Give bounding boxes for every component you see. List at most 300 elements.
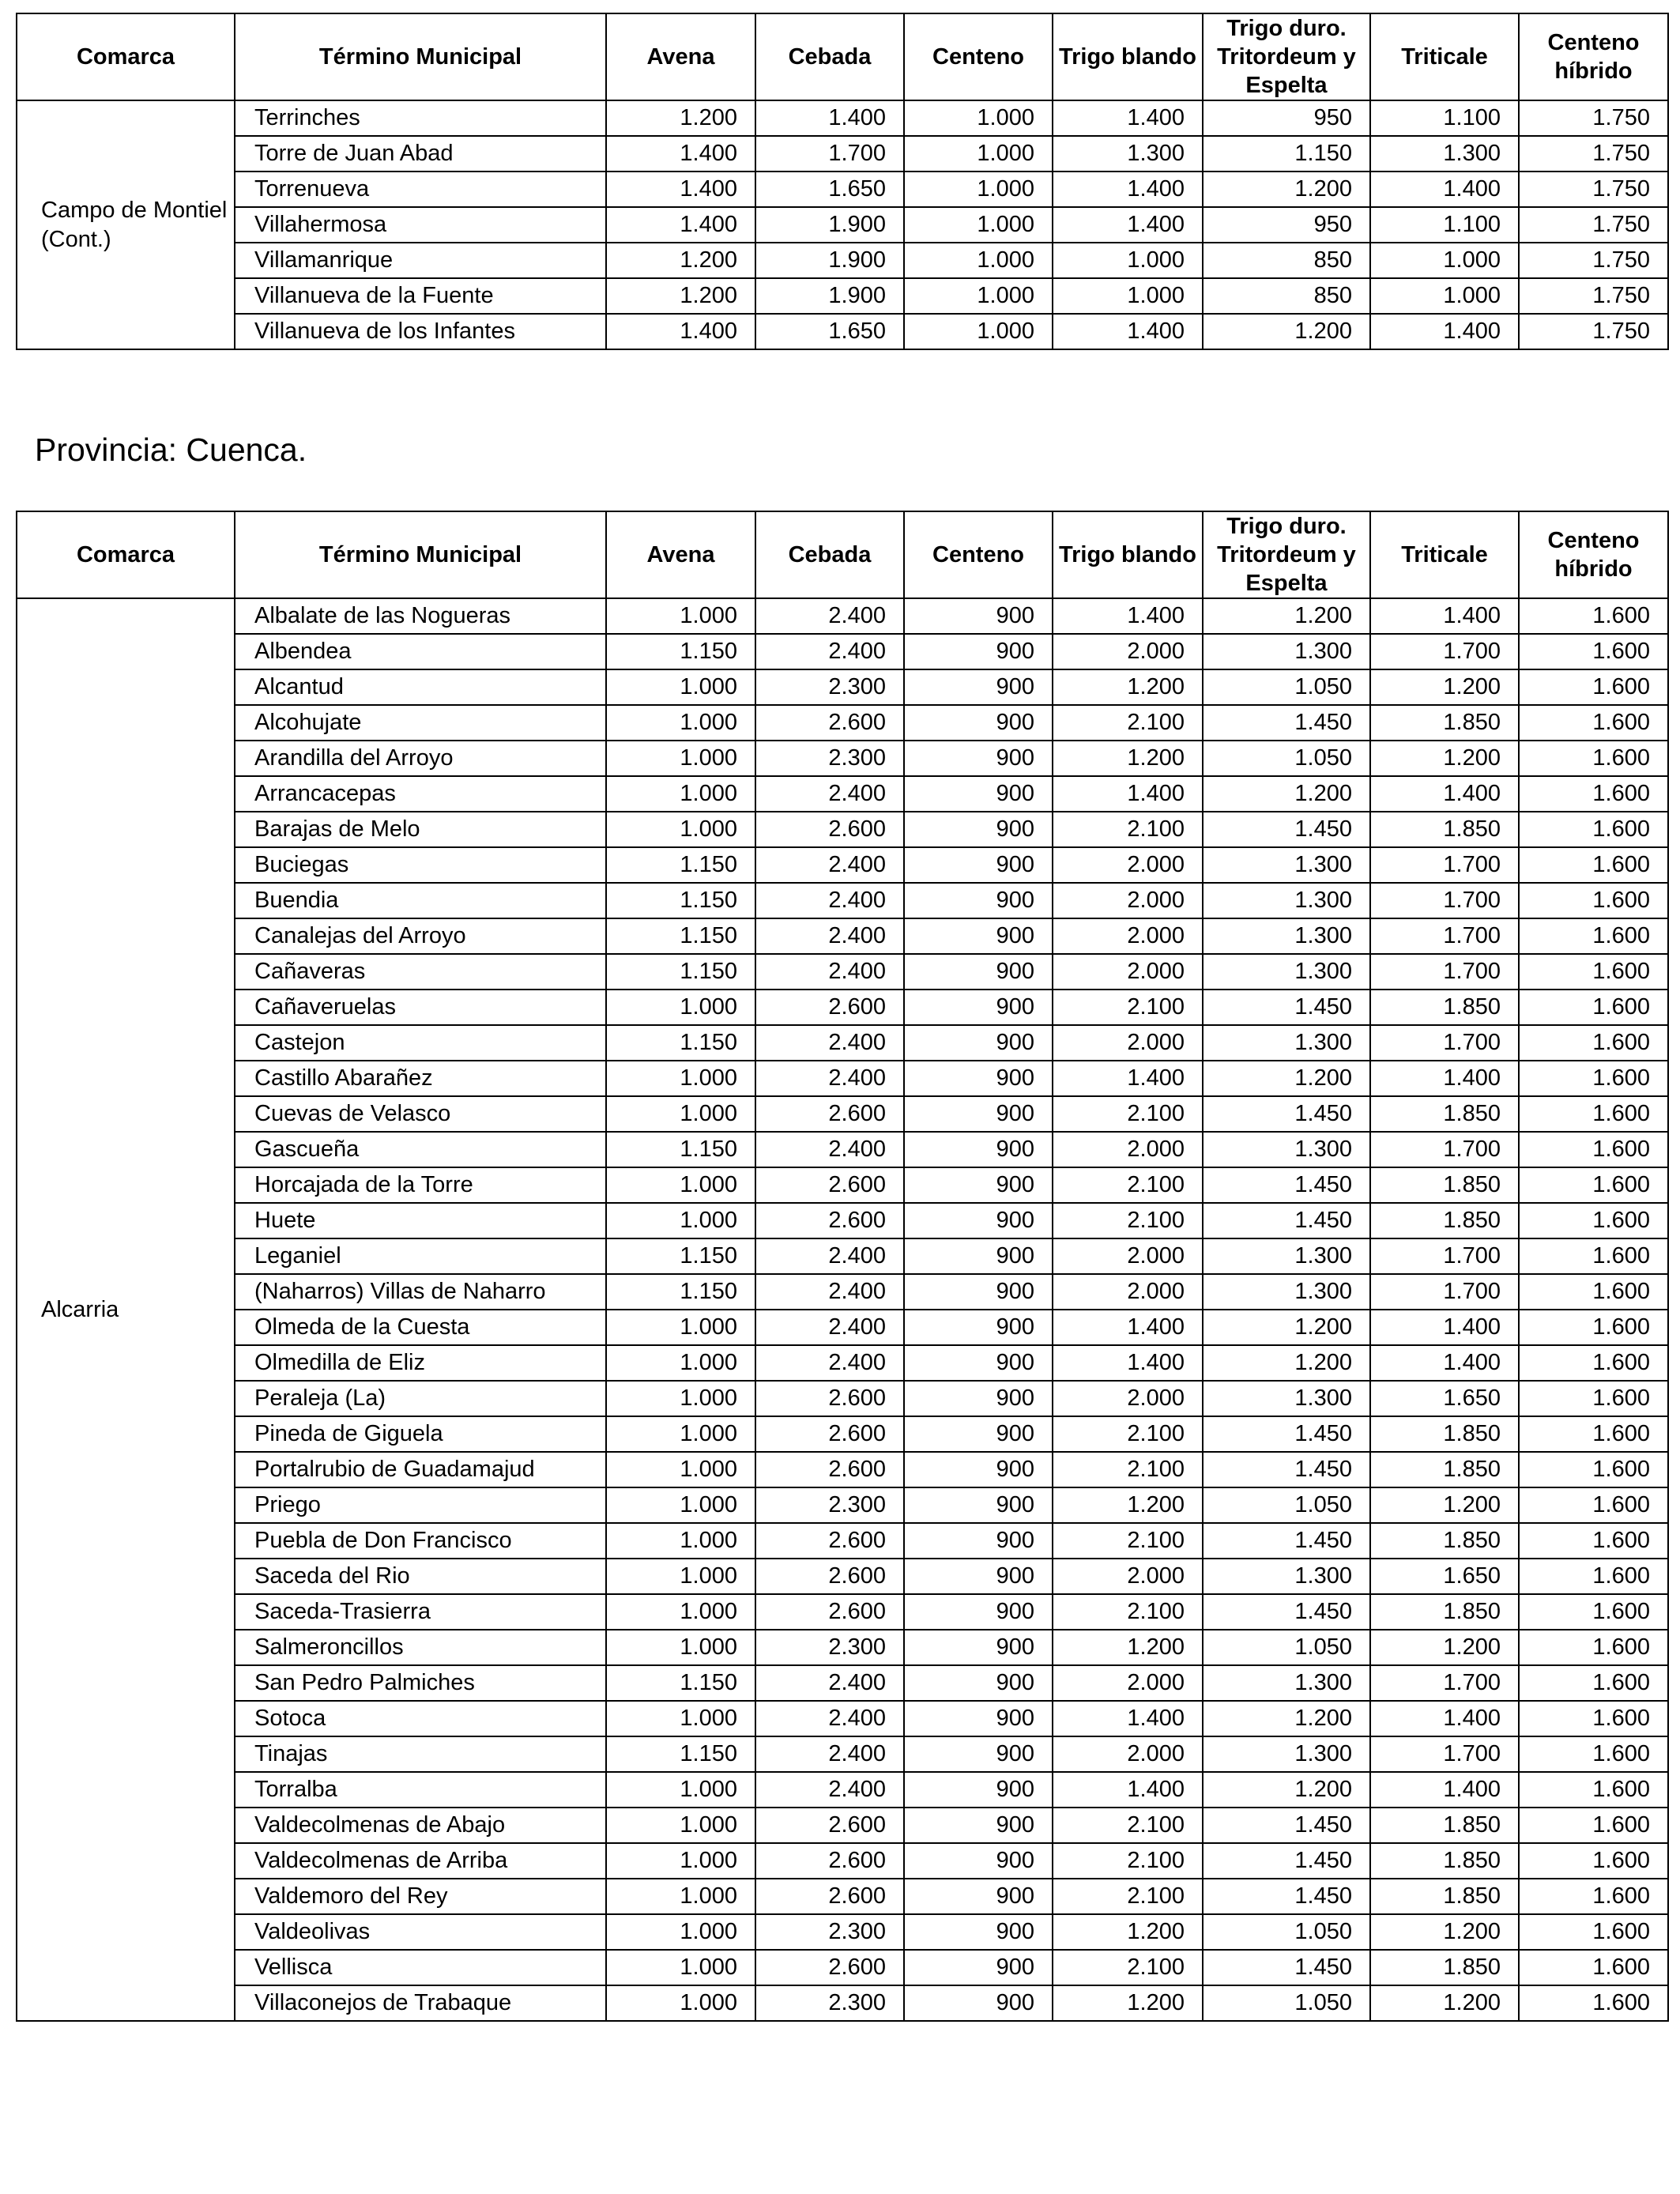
value-cell: 2.300	[755, 1914, 904, 1950]
table-row	[17, 1061, 1668, 1096]
value-cell: 850	[1203, 278, 1370, 314]
value-cell: 2.600	[755, 1203, 904, 1238]
municipality-cell: Cañaveruelas	[235, 990, 606, 1025]
value-cell: 1.600	[1519, 1416, 1668, 1452]
value-cell: 1.150	[606, 1025, 755, 1061]
value-cell: 1.400	[1053, 100, 1203, 136]
municipality-cell: Salmeroncillos	[235, 1630, 606, 1665]
value-cell: 900	[904, 1914, 1053, 1950]
value-cell: 1.000	[606, 1879, 755, 1914]
value-cell: 1.700	[1370, 1025, 1519, 1061]
value-cell: 1.300	[1203, 1559, 1370, 1594]
value-cell: 1.050	[1203, 741, 1370, 776]
value-cell: 1.100	[1370, 207, 1519, 243]
table-row	[17, 954, 1668, 990]
value-cell: 900	[904, 1736, 1053, 1772]
value-cell: 1.050	[1203, 1630, 1370, 1665]
value-cell: 1.100	[1370, 100, 1519, 136]
value-cell: 1.300	[1203, 1736, 1370, 1772]
value-cell: 1.700	[1370, 847, 1519, 883]
value-cell: 2.100	[1053, 1950, 1203, 1985]
value-cell: 1.750	[1519, 243, 1668, 278]
value-cell: 1.600	[1519, 1096, 1668, 1132]
municipality-cell: Villaconejos de Trabaque	[235, 1985, 606, 2021]
value-cell: 1.900	[755, 207, 904, 243]
value-cell: 900	[904, 1630, 1053, 1665]
value-cell: 1.000	[904, 100, 1053, 136]
table-row	[17, 741, 1668, 776]
value-cell: 1.450	[1203, 1096, 1370, 1132]
value-cell: 2.000	[1053, 634, 1203, 669]
value-cell: 1.450	[1203, 990, 1370, 1025]
value-cell: 1.850	[1370, 1096, 1519, 1132]
value-cell: 1.450	[1203, 1167, 1370, 1203]
value-cell: 1.000	[606, 1310, 755, 1345]
value-cell: 1.700	[1370, 1665, 1519, 1701]
value-cell: 1.600	[1519, 598, 1668, 634]
table-row	[17, 243, 1668, 278]
value-cell: 1.200	[1053, 1914, 1203, 1950]
value-cell: 2.400	[755, 776, 904, 812]
value-cell: 1.400	[1053, 1061, 1203, 1096]
value-cell: 1.450	[1203, 1594, 1370, 1630]
value-cell: 2.300	[755, 1985, 904, 2021]
value-cell: 900	[904, 812, 1053, 847]
value-cell: 1.000	[1370, 243, 1519, 278]
value-cell: 1.400	[1053, 1310, 1203, 1345]
value-cell: 1.200	[1203, 598, 1370, 634]
value-cell: 900	[904, 1772, 1053, 1808]
value-cell: 1.450	[1203, 1452, 1370, 1487]
value-cell: 2.400	[755, 634, 904, 669]
value-cell: 1.300	[1203, 1665, 1370, 1701]
value-cell: 900	[904, 847, 1053, 883]
value-cell: 2.600	[755, 1843, 904, 1879]
value-cell: 2.000	[1053, 1238, 1203, 1274]
value-cell: 1.450	[1203, 812, 1370, 847]
value-cell: 2.100	[1053, 1203, 1203, 1238]
value-cell: 2.000	[1053, 847, 1203, 883]
table-body	[17, 100, 1668, 349]
municipality-cell: Peraleja (La)	[235, 1381, 606, 1416]
column-header: Triticale	[1370, 13, 1519, 100]
municipality-cell: Portalrubio de Guadamajud	[235, 1452, 606, 1487]
value-cell: 1.000	[904, 172, 1053, 207]
table-row	[17, 883, 1668, 918]
table-row	[17, 1381, 1668, 1416]
value-cell: 2.600	[755, 1559, 904, 1594]
value-cell: 1.150	[606, 1274, 755, 1310]
value-cell: 1.150	[606, 634, 755, 669]
municipality-cell: Priego	[235, 1487, 606, 1523]
value-cell: 1.000	[1053, 243, 1203, 278]
value-cell: 1.600	[1519, 1345, 1668, 1381]
value-cell: 1.600	[1519, 1985, 1668, 2021]
value-cell: 900	[904, 741, 1053, 776]
table-row	[17, 172, 1668, 207]
value-cell: 1.000	[1053, 278, 1203, 314]
value-cell: 900	[904, 1665, 1053, 1701]
value-cell: 2.000	[1053, 954, 1203, 990]
value-cell: 900	[904, 598, 1053, 634]
value-cell: 1.600	[1519, 705, 1668, 741]
value-cell: 1.850	[1370, 1203, 1519, 1238]
value-cell: 1.000	[904, 278, 1053, 314]
table-row	[17, 1452, 1668, 1487]
value-cell: 1.400	[1053, 598, 1203, 634]
value-cell: 1.600	[1519, 1061, 1668, 1096]
value-cell: 1.700	[755, 136, 904, 172]
municipality-cell: Barajas de Melo	[235, 812, 606, 847]
value-cell: 1.300	[1053, 136, 1203, 172]
value-cell: 2.600	[755, 1096, 904, 1132]
value-cell: 2.400	[755, 1665, 904, 1701]
table-row	[17, 1701, 1668, 1736]
table-row	[17, 776, 1668, 812]
table-row	[17, 1167, 1668, 1203]
municipality-cell: Vellisca	[235, 1950, 606, 1985]
value-cell: 2.100	[1053, 1843, 1203, 1879]
value-cell: 1.150	[1203, 136, 1370, 172]
value-cell: 1.600	[1519, 1310, 1668, 1345]
value-cell: 1.600	[1519, 634, 1668, 669]
value-cell: 1.000	[606, 1808, 755, 1843]
value-cell: 2.100	[1053, 812, 1203, 847]
value-cell: 900	[904, 1985, 1053, 2021]
value-cell: 2.600	[755, 705, 904, 741]
value-cell: 1.000	[606, 1950, 755, 1985]
value-cell: 1.400	[606, 207, 755, 243]
value-cell: 1.000	[1370, 278, 1519, 314]
value-cell: 2.000	[1053, 1274, 1203, 1310]
value-cell: 900	[904, 1167, 1053, 1203]
table-row	[17, 990, 1668, 1025]
value-cell: 1.600	[1519, 1594, 1668, 1630]
table-row	[17, 1665, 1668, 1701]
table-row	[17, 1096, 1668, 1132]
value-cell: 1.000	[606, 1061, 755, 1096]
value-cell: 2.000	[1053, 1559, 1203, 1594]
value-cell: 1.400	[1053, 172, 1203, 207]
value-cell: 1.600	[1519, 669, 1668, 705]
value-cell: 1.000	[606, 1914, 755, 1950]
value-cell: 1.200	[1203, 776, 1370, 812]
value-cell: 1.000	[904, 314, 1053, 349]
value-cell: 1.050	[1203, 1985, 1370, 2021]
value-cell: 2.400	[755, 598, 904, 634]
value-cell: 1.000	[606, 1345, 755, 1381]
value-cell: 2.600	[755, 1381, 904, 1416]
value-cell: 1.000	[606, 990, 755, 1025]
table-row	[17, 847, 1668, 883]
value-cell: 1.150	[606, 1238, 755, 1274]
value-cell: 1.300	[1203, 883, 1370, 918]
municipality-cell: Cañaveras	[235, 954, 606, 990]
value-cell: 1.750	[1519, 136, 1668, 172]
value-cell: 900	[904, 1274, 1053, 1310]
value-cell: 1.400	[1370, 598, 1519, 634]
value-cell: 1.650	[1370, 1559, 1519, 1594]
table-row	[17, 1950, 1668, 1985]
value-cell: 1.000	[606, 1487, 755, 1523]
value-cell: 900	[904, 918, 1053, 954]
municipality-cell: Castillo Abarañez	[235, 1061, 606, 1096]
municipality-cell: Villahermosa	[235, 207, 606, 243]
table-row	[17, 634, 1668, 669]
value-cell: 1.850	[1370, 705, 1519, 741]
value-cell: 1.400	[1053, 1345, 1203, 1381]
value-cell: 1.000	[606, 1701, 755, 1736]
value-cell: 1.000	[606, 1523, 755, 1559]
value-cell: 2.000	[1053, 918, 1203, 954]
municipality-cell: Villanueva de los Infantes	[235, 314, 606, 349]
value-cell: 1.850	[1370, 1879, 1519, 1914]
value-cell: 2.600	[755, 1879, 904, 1914]
value-cell: 1.200	[1370, 1630, 1519, 1665]
value-cell: 1.300	[1203, 1274, 1370, 1310]
municipality-cell: Olmeda de la Cuesta	[235, 1310, 606, 1345]
value-cell: 2.400	[755, 1310, 904, 1345]
value-cell: 1.700	[1370, 1238, 1519, 1274]
value-cell: 2.400	[755, 1274, 904, 1310]
value-cell: 1.600	[1519, 1132, 1668, 1167]
value-cell: 1.200	[1203, 1061, 1370, 1096]
value-cell: 2.400	[755, 847, 904, 883]
column-header: Término Municipal	[235, 511, 606, 598]
value-cell: 900	[904, 1594, 1053, 1630]
municipality-cell: Canalejas del Arroyo	[235, 918, 606, 954]
value-cell: 2.100	[1053, 1879, 1203, 1914]
value-cell: 1.200	[1370, 741, 1519, 776]
value-cell: 950	[1203, 100, 1370, 136]
value-cell: 1.600	[1519, 776, 1668, 812]
table-row	[17, 136, 1668, 172]
value-cell: 1.400	[606, 136, 755, 172]
value-cell: 1.300	[1203, 1238, 1370, 1274]
value-cell: 1.450	[1203, 1416, 1370, 1452]
column-header: Cebada	[755, 511, 904, 598]
value-cell: 2.100	[1053, 1096, 1203, 1132]
value-cell: 1.400	[1370, 314, 1519, 349]
value-cell: 2.100	[1053, 705, 1203, 741]
value-cell: 1.600	[1519, 1487, 1668, 1523]
value-cell: 900	[904, 1879, 1053, 1914]
value-cell: 900	[904, 705, 1053, 741]
value-cell: 1.300	[1203, 1132, 1370, 1167]
value-cell: 1.850	[1370, 990, 1519, 1025]
value-cell: 1.000	[606, 1630, 755, 1665]
value-cell: 1.400	[1370, 1061, 1519, 1096]
value-cell: 1.000	[606, 741, 755, 776]
value-cell: 2.400	[755, 1238, 904, 1274]
value-cell: 2.400	[755, 918, 904, 954]
value-cell: 1.750	[1519, 100, 1668, 136]
value-cell: 1.450	[1203, 1843, 1370, 1879]
value-cell: 900	[904, 776, 1053, 812]
yield-table-campo-de-montiel	[16, 13, 1669, 350]
value-cell: 1.600	[1519, 918, 1668, 954]
municipality-cell: (Naharros) Villas de Naharro	[235, 1274, 606, 1310]
value-cell: 1.400	[1370, 1772, 1519, 1808]
value-cell: 1.000	[606, 1096, 755, 1132]
value-cell: 900	[904, 954, 1053, 990]
value-cell: 1.300	[1203, 918, 1370, 954]
value-cell: 1.200	[1203, 314, 1370, 349]
value-cell: 1.600	[1519, 847, 1668, 883]
value-cell: 1.200	[1053, 669, 1203, 705]
municipality-cell: Torrenueva	[235, 172, 606, 207]
value-cell: 1.850	[1370, 1416, 1519, 1452]
value-cell: 900	[904, 1487, 1053, 1523]
value-cell: 1.600	[1519, 1808, 1668, 1843]
municipality-cell: Albendea	[235, 634, 606, 669]
value-cell: 900	[904, 1701, 1053, 1736]
municipality-cell: Valdecolmenas de Arriba	[235, 1843, 606, 1879]
value-cell: 900	[904, 1950, 1053, 1985]
column-header: Avena	[606, 511, 755, 598]
value-cell: 2.600	[755, 1167, 904, 1203]
value-cell: 1.300	[1203, 954, 1370, 990]
value-cell: 1.400	[1370, 776, 1519, 812]
value-cell: 1.150	[606, 1665, 755, 1701]
value-cell: 1.000	[606, 1452, 755, 1487]
municipality-cell: Villamanrique	[235, 243, 606, 278]
value-cell: 1.400	[1370, 1701, 1519, 1736]
value-cell: 900	[904, 1808, 1053, 1843]
municipality-cell: Horcajada de la Torre	[235, 1167, 606, 1203]
value-cell: 1.600	[1519, 1452, 1668, 1487]
value-cell: 900	[904, 1061, 1053, 1096]
value-cell: 900	[904, 1452, 1053, 1487]
value-cell: 1.200	[1203, 1701, 1370, 1736]
table-row	[17, 1416, 1668, 1452]
value-cell: 1.600	[1519, 741, 1668, 776]
value-cell: 1.750	[1519, 314, 1668, 349]
value-cell: 900	[904, 1345, 1053, 1381]
value-cell: 900	[904, 1096, 1053, 1132]
table-row	[17, 1345, 1668, 1381]
value-cell: 1.650	[755, 172, 904, 207]
value-cell: 1.000	[606, 776, 755, 812]
value-cell: 2.400	[755, 1736, 904, 1772]
value-cell: 1.600	[1519, 1203, 1668, 1238]
table-row	[17, 812, 1668, 847]
value-cell: 1.600	[1519, 1701, 1668, 1736]
value-cell: 1.700	[1370, 634, 1519, 669]
value-cell: 900	[904, 1559, 1053, 1594]
table-row	[17, 1238, 1668, 1274]
value-cell: 1.700	[1370, 1736, 1519, 1772]
municipality-cell: Leganiel	[235, 1238, 606, 1274]
column-header: Centeno	[904, 511, 1053, 598]
value-cell: 2.400	[755, 954, 904, 990]
value-cell: 2.100	[1053, 1167, 1203, 1203]
municipality-cell: Torre de Juan Abad	[235, 136, 606, 172]
value-cell: 1.400	[606, 314, 755, 349]
value-cell: 1.000	[904, 136, 1053, 172]
value-cell: 1.600	[1519, 990, 1668, 1025]
municipality-cell: Saceda-Trasierra	[235, 1594, 606, 1630]
value-cell: 2.300	[755, 1487, 904, 1523]
value-cell: 2.600	[755, 812, 904, 847]
value-cell: 1.050	[1203, 1914, 1370, 1950]
value-cell: 2.400	[755, 1345, 904, 1381]
column-header: Trigo blando	[1053, 511, 1203, 598]
table-row	[17, 1559, 1668, 1594]
value-cell: 1.850	[1370, 1843, 1519, 1879]
value-cell: 1.150	[606, 883, 755, 918]
value-cell: 1.000	[904, 207, 1053, 243]
value-cell: 1.200	[1370, 1487, 1519, 1523]
table-row	[17, 1310, 1668, 1345]
table-row	[17, 1808, 1668, 1843]
value-cell: 1.300	[1203, 634, 1370, 669]
comarca-cell: Alcarria	[17, 598, 235, 2021]
value-cell: 900	[904, 1843, 1053, 1879]
value-cell: 2.400	[755, 1772, 904, 1808]
value-cell: 850	[1203, 243, 1370, 278]
value-cell: 900	[904, 634, 1053, 669]
municipality-cell: Arrancacepas	[235, 776, 606, 812]
value-cell: 1.000	[606, 705, 755, 741]
value-cell: 2.600	[755, 1950, 904, 1985]
value-cell: 1.000	[606, 1559, 755, 1594]
table-row	[17, 1630, 1668, 1665]
value-cell: 1.000	[606, 1203, 755, 1238]
value-cell: 2.100	[1053, 1808, 1203, 1843]
value-cell: 2.400	[755, 1061, 904, 1096]
value-cell: 1.200	[606, 243, 755, 278]
value-cell: 1.700	[1370, 1132, 1519, 1167]
value-cell: 1.600	[1519, 812, 1668, 847]
value-cell: 1.150	[606, 847, 755, 883]
municipality-cell: Terrinches	[235, 100, 606, 136]
value-cell: 1.450	[1203, 705, 1370, 741]
value-cell: 2.600	[755, 1416, 904, 1452]
municipality-cell: Olmedilla de Eliz	[235, 1345, 606, 1381]
value-cell: 1.600	[1519, 1950, 1668, 1985]
value-cell: 1.200	[1053, 1985, 1203, 2021]
municipality-cell: Saceda del Rio	[235, 1559, 606, 1594]
value-cell: 1.400	[606, 172, 755, 207]
value-cell: 1.300	[1203, 1381, 1370, 1416]
value-cell: 2.100	[1053, 1594, 1203, 1630]
value-cell: 1.050	[1203, 669, 1370, 705]
column-header: Trigo blando	[1053, 13, 1203, 100]
value-cell: 900	[904, 1381, 1053, 1416]
value-cell: 2.100	[1053, 990, 1203, 1025]
value-cell: 2.400	[755, 1132, 904, 1167]
yield-table-alcarria	[16, 511, 1669, 2022]
table-row	[17, 1914, 1668, 1950]
municipality-cell: San Pedro Palmiches	[235, 1665, 606, 1701]
column-header: Triticale	[1370, 511, 1519, 598]
value-cell: 900	[904, 1132, 1053, 1167]
value-cell: 900	[904, 1203, 1053, 1238]
value-cell: 1.200	[1203, 1772, 1370, 1808]
table-row	[17, 918, 1668, 954]
value-cell: 1.600	[1519, 1167, 1668, 1203]
value-cell: 1.000	[606, 1381, 755, 1416]
value-cell: 1.050	[1203, 1487, 1370, 1523]
municipality-cell: Buciegas	[235, 847, 606, 883]
header-row	[17, 13, 1668, 100]
value-cell: 1.600	[1519, 1238, 1668, 1274]
value-cell: 1.400	[1370, 172, 1519, 207]
value-cell: 2.000	[1053, 883, 1203, 918]
value-cell: 1.750	[1519, 172, 1668, 207]
municipality-cell: Alcantud	[235, 669, 606, 705]
